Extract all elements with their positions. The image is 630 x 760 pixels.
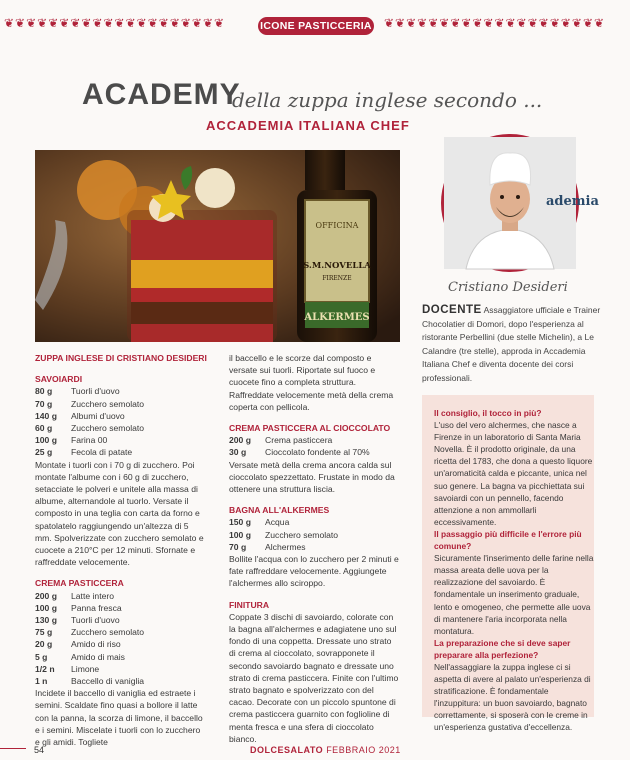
header-ornament-left: ❦❦❦❦❦❦❦❦❦❦❦❦❦❦❦❦❦❦❦❦ <box>4 16 226 30</box>
header-ornament-right: ❦❦❦❦❦❦❦❦❦❦❦❦❦❦❦❦❦❦❦❦ <box>384 16 606 30</box>
ingredient-row: 20 g Amido di riso <box>35 639 121 650</box>
ingredient-row: 1/2 n Limone <box>35 663 100 674</box>
finitura-method: Coppate 3 dischi di savoiardo, colorate con la bagna all'alchermes e adagiatene uno sul fondo di una coppetta. Dressate uno strato di crema al cioccolato, sovrapponete il secondo savoiardo bagnato e dressate uno strato di crema pasticcera. Finite con l'ultimo strato bagnato e spolverizzato con del cacao. Decorate con un piccolo spuntone di crema pasticcera guarnito con foglioline di menta fresca e una sfera di cioccolato bianco. <box>229 611 399 744</box>
bottle-text-firenze: FIRENZE <box>322 275 352 282</box>
page-title: ACADEMY <box>82 78 241 111</box>
page-title-script: della zuppa inglese secondo ... <box>232 88 543 112</box>
ingredient-row: 1 n Baccello di vaniglia <box>35 676 145 687</box>
ingredient-row: 80 g Tuorli d'uovo <box>35 386 120 397</box>
ingredient-row: 70 g Alchermes <box>229 541 306 552</box>
chef-avatar <box>441 134 599 272</box>
tip-question: Il passaggio più difficile e l'errore più comune? <box>434 528 582 552</box>
page-number: 54 <box>34 745 45 755</box>
cioccolato-heading: CREMA PASTICCERA AL CIOCCOLATO <box>229 423 391 434</box>
ingredient-row: 100 g Farina 00 <box>35 435 108 446</box>
page-subtitle: ACCADEMIA ITALIANA CHEF <box>206 118 410 133</box>
tips-box <box>422 395 594 733</box>
ingredient-row: 130 g Tuorli d'uovo <box>35 615 120 626</box>
footer-rule <box>0 748 26 749</box>
crema-method: Incidete il baccello di vaniglia ed estraete i semini. Scaldate fino quasi a bollore il latte con la panna, la scorza di limone, il baccello e i semini. Miscelate i tuorli con lo zucchero e gli amidi. Togliete <box>35 688 203 748</box>
bottle-label: ALKERMES <box>304 312 370 323</box>
ingredient-row: 5 g Amido di mais <box>35 651 125 662</box>
cioccolato-method: Versate metà della crema ancora calda sul cioccolato spezzettato. Frustate in modo da ottenere una struttura liscia. <box>229 459 395 495</box>
ingredient-row: 100 g Panna fresca <box>35 602 122 613</box>
ingredient-row: 150 g Acqua <box>229 517 290 528</box>
ingredient-row: 30 g Cioccolato fondente al 70% <box>229 447 370 458</box>
ingredient-row: 70 g Zucchero semolato <box>35 398 145 409</box>
academy-logo-text: ademia <box>546 194 599 209</box>
recipe-column-2 <box>229 352 399 745</box>
dessert-photo <box>35 150 400 342</box>
bagna-method: Bollite l'acqua con lo zucchero per 2 minuti e fate raffreddare velocemente. Aggiungete l'alchermes allo sciroppo. <box>229 554 399 589</box>
magazine-name <box>250 745 401 755</box>
ingredient-row: 200 g Latte intero <box>35 590 114 601</box>
ingredient-row: 100 g Zucchero semolato <box>229 529 339 540</box>
savoiardi-heading: SAVOIARDI <box>35 374 83 385</box>
ingredient-row: 75 g Zucchero semolato <box>35 627 145 638</box>
recipe-title: ZUPPA INGLESE DI CRISTIANO DESIDERI <box>35 353 207 363</box>
savoiardi-method: Montate i tuorli con i 70 g di zucchero. Poi montate l'albume con i 60 g di zucchero, setacciate le polveri e unitele alla massa di albume, alternandole al tuorlo. Versate il composto in una teglia con carta da forno e spatolatelo raggiungendo un'altezza di 5 mm. Spolverizzate con zucchero semolato e cuocete a 210°C per 12 minuti. Sfornate e raffreddate velocemente. <box>35 459 204 568</box>
ingredient-row: 200 g Crema pasticcera <box>229 435 333 446</box>
chef-name: Cristiano Desideri <box>448 280 568 295</box>
magazine-issue: FEBBRAIO 2021 <box>326 745 401 755</box>
chef-role: DOCENTE <box>422 304 482 316</box>
ingredient-row: 140 g Albumi d'uovo <box>35 410 125 421</box>
crema-heading: CREMA PASTICCERA <box>35 578 124 589</box>
finitura-heading: FINITURA <box>229 599 270 610</box>
section-tag: ICONE PASTICCERIA <box>258 17 374 35</box>
tip-answer: Nell'assaggiare la zuppa inglese ci si aspetta di avere al palato un'esperienza di stratificazione. È fondamentale l'inzuppitura: un buon savoiardo, bagnato correttamente, si sposerà con le creme in un'esperienza gustativa d'eccellenza. <box>434 661 591 733</box>
recipe-column-1 <box>35 352 207 748</box>
ingredient-row: 25 g Fecola di patate <box>35 447 133 458</box>
bottle-text-officina: OFFICINA <box>315 221 359 230</box>
tip-answer: Sicuramente l'inserimento delle farine nella massa areata delle uova per la realizzazione del savoiardo. È fondamentale un inserimento graduale, lento e omogeneo, che permette alle uova di mantenere l'aria incorporata nella montatura. <box>434 553 594 636</box>
chef-bio <box>422 304 607 385</box>
tip-answer: L'uso del vero alchermes, che nasce a Firenze in un laboratorio di Santa Maria Novella. È il prodotto originale, da una ricetta del 1783, che dona a questo liquore un'aromaticità calda e piccante, unica nel suo genere. La bagna va picchiettata sui savoiardi con un pennello, facendo attenzione a non ammollarli eccessivamente. <box>434 420 593 527</box>
tip-question: Il consiglio, il tocco in più? <box>434 408 542 418</box>
bottle-text-novella: S.M.NOVELLA <box>303 261 371 271</box>
ingredient-row: 60 g Zucchero semolato <box>35 423 145 434</box>
tip-question: La preparazione che si deve saper preparare alla perfezione? <box>434 637 571 660</box>
bagna-heading: BAGNA ALL'ALKERMES <box>229 505 330 516</box>
magazine-title: DOLCESALATO <box>250 745 324 755</box>
crema-method-cont: il baccello e le scorze dal composto e versate sui tuorli. Riportate sul fuoco e cuocete fino a completa struttura. Raffreddate velocemente metà della crema coperta con pellicola. <box>229 353 394 412</box>
chef-bio-text: Assaggiatore ufficiale e Trainer Chocolatier di Domori, dopo l'esperienza al ristorante Perbellini (due stelle Michelin), a Le Calandre (tre stelle), approda in Accademia Italiana Chef e diventa docente dei corsi professionali. <box>422 305 601 383</box>
